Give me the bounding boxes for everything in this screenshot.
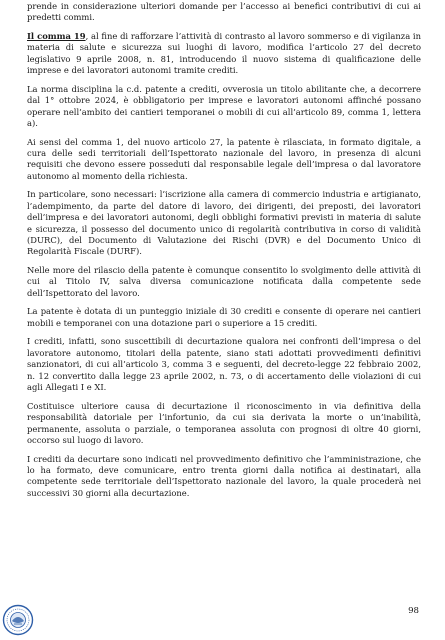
- paragraph-6-text: Nelle more del rilascio della patente è comunque consentito lo svolgimento delle attività di cui al Titolo IV, salva diversa comunicazione notificata dalla competente sede dell’Ispettorato del lavoro.: [27, 265, 421, 298]
- paragraph-5-text: In particolare, sono necessari: l’iscrizione alla camera di commercio industria e artigianato, l’adempimento, da parte del datore di lavoro, dei dirigenti, dei preposti, dei lavoratori dell’impresa e dei lavoratori autonomi, degli obblighi formativi previsti in materia di salute e sicurezza, il possesso del documento unico di regolarità contributiva in corso di validità (DURC), del Documento di Valutazione dei Rischi (DVR) e del Documento Unico di Regolarità Fiscale (DURF).: [27, 189, 421, 257]
- paragraph-10-text: I crediti da decurtare sono indicati nel provvedimento definitivo che l’amministrazione, che lo ha formato, deve comunicare, entro trenta giorni dalla notifica ai destinatari, alla competente sede territoriale dell’Ispettorato nazionale del lavoro, la quale procederà nei successivi 30 giorni alla decurtazione.: [27, 453, 421, 498]
- paragraph-7-text: La patente è dotata di un punteggio iniziale di 30 crediti e consente di operare nei cantieri mobili e temporanei con una dotazione pari o superiore a 15 crediti.: [27, 306, 421, 328]
- paragraph-8-text: I crediti, infatti, sono suscettibili di decurtazione qualora nei confronti dell’impresa o del lavoratore autonomo, titolari della patente, siano stati adottati provvedimenti definitivi sanzionatori, di cui all’articolo 3, comma 3 e seguenti, del decreto-legge 22 febbraio 2002, n. 12 convertito dalla legge 23 aprile 2002, n. 73, o di accertamento delle violazioni di cui agli Allegati I e XI.: [27, 336, 421, 393]
- paragraph-1-text: prende in considerazione ulteriori domande per l’accesso ai benefici contributivi di cui ai predetti commi.: [27, 1, 421, 23]
- paragraph-10: [27, 454, 421, 500]
- paragraph-4: [27, 137, 421, 183]
- institutional-seal-icon: [2, 604, 34, 636]
- paragraph-9-text: Costituisce ulteriore causa di decurtazione il riconoscimento in via definitiva della responsabilità datoriale per l’infortunio, da cui sia derivata la morte o un’inabilità, permanente, assoluta o parziale, o temporanea assoluta con prognosi di oltre 40 giorni, occorso sul luogo di lavoro.: [27, 400, 421, 445]
- page-number: 98: [408, 606, 419, 616]
- document-body: [27, 1, 421, 506]
- comma-reference: Il comma 19: [27, 31, 86, 41]
- paragraph-2: [27, 31, 421, 77]
- paragraph-2-text: , al fine di rafforzare l’attività di contrasto al lavoro sommerso e di vigilanza in materia di salute e sicurezza sui luoghi di lavoro, modifica l’articolo 27 del decreto legislativo 9 aprile 2008, n. 81, introducendo il nuovo sistema di qualificazione delle imprese e dei lavoratori autonomi tramite crediti.: [27, 31, 422, 76]
- paragraph-9: [27, 401, 421, 447]
- paragraph-3: [27, 84, 421, 130]
- paragraph-1: [27, 1, 421, 24]
- paragraph-3-text: La norma disciplina la c.d. patente a crediti, ovverosia un titolo abilitante che, a decorrere dal 1° ottobre 2024, è obbligatorio per imprese e lavoratori autonomi affinché possano operare nell’ambito dei cantieri temporanei o mobili di cui all’articolo 89, comma 1, lettera a).: [27, 83, 421, 129]
- paragraph-5: [27, 189, 421, 257]
- paragraph-6: [27, 265, 421, 299]
- paragraph-7: [27, 306, 421, 329]
- paragraph-8: [27, 336, 421, 393]
- paragraph-4-text: Ai sensi del comma 1, del nuovo articolo 27, la patente è rilasciata, in formato digitale, a cura delle sedi territoriali dell’Ispettorato nazionale del lavoro, in presenza di alcuni requisiti che devono essere posseduti dal responsabile legale dell’impresa o dal lavoratore autonomo al momento della richiesta.: [27, 136, 421, 181]
